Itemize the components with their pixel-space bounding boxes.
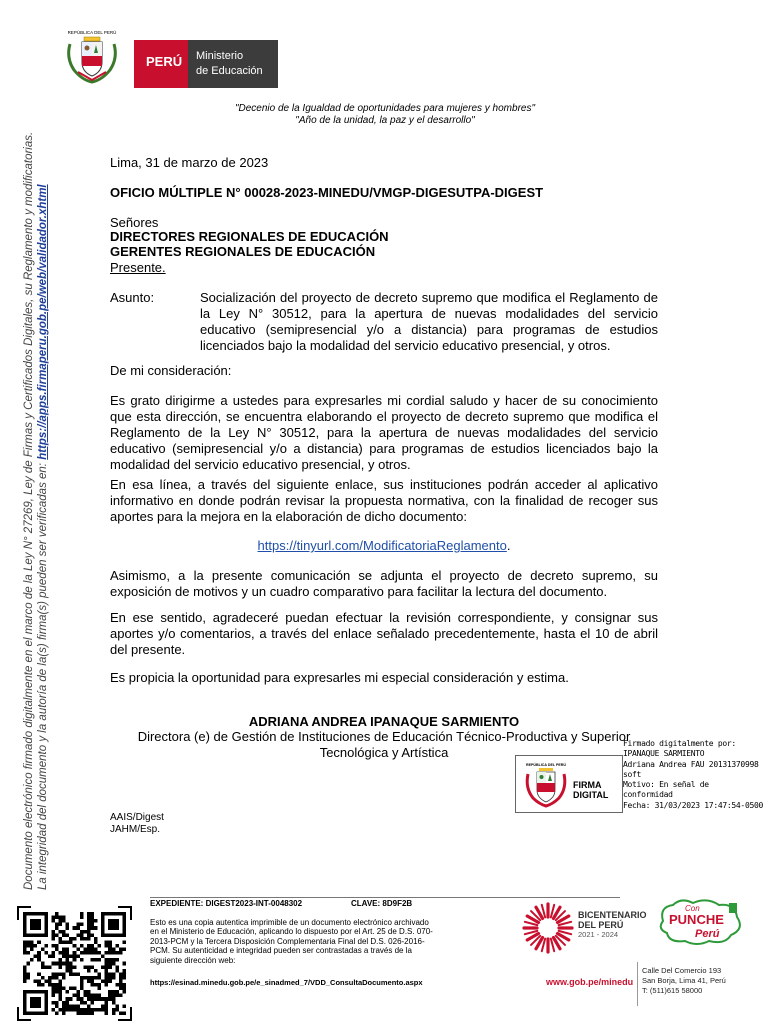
signature-info [623,739,763,811]
role-line2: Tecnológica y Artística [319,745,449,760]
ministry-line1: Ministerio [196,50,244,62]
address-line: Calle Del Comercio 193 [642,966,722,975]
bicentenario-text [578,910,647,940]
recipient-2: GERENTES REGIONALES DE EDUCACIÓN [110,244,376,259]
signature-info-line: conformidad [623,790,673,800]
ministry-line2: de Educación [196,65,263,77]
bicentenario-logo-icon [522,902,574,954]
ministry-logo-block [188,40,278,88]
authenticity-note [150,918,480,965]
asunto-label: Asunto: [110,290,155,305]
firma-seal-text: REPÚBLICA DEL PERÚ [526,763,566,767]
firma-seal-icon [523,760,569,808]
letter-date: Lima, 31 de marzo de 2023 [110,155,269,170]
decenio-motto [120,103,650,127]
link-line [110,538,658,554]
con-punche-peru-logo-icon [655,895,745,947]
paragraph-5: Es propicia la oportunidad para expresarles mi especial consideración y estima. [110,670,569,685]
authenticity-line: en el Ministerio de Educación, aplicando lo dispuesto por el Art. 25 de D.S. 070- [150,927,433,937]
paragraph-2: En esa línea, a través del siguiente enlace, sus instituciones podrán acceder al aplicativo informativo en donde podrán revisar la propuesta normativa, con la finalidad de recoger sus aportes para la mejora en la elaboración de dicho documento: [110,477,658,524]
peru-coat-of-arms-icon [64,26,120,86]
paragraph-3: Asimismo, a la presente comunicación se adjunta el proyecto de decreto supremo, su exposición de motivos y un cuadro comparativo para facilitar la lectura del documento. [110,568,658,599]
decenio-line: "Decenio de la Igualdad de oportunidades para mujeres y hombres" [234,103,536,114]
initials-1: AAIS/Digest [110,812,164,823]
side-note-prefix: La integridad del documento y la autoría de la(s) firma(s) pueden ser verificadas en: [37,462,49,890]
punche-word: PUNCHE [669,912,724,927]
signature-info-line: soft [623,769,642,779]
link-suffix: . [506,538,511,553]
paragraph-1: Es grato dirigirme a ustedes para expresarles mi cordial saludo y hacer de su conocimiento que esta dirección, se encuentra elaborando el proyecto de decreto supremo que modifica el Reglamento de la Ley N° 30512, para la apertura de nuevas modalidades del servicio educativo (semipresencial y/o a distancia) para programas de estudios licenciados bajo la modalidad del servicio educativo presencial, y otros. [110,393,658,472]
footer-divider [150,897,620,898]
recipient-1: DIRECTORES REGIONALES DE EDUCACIÓN [110,229,389,244]
authenticity-line: PCM. Su autenticidad e integridad pueden ser contrastadas a través de la [150,946,412,956]
authenticity-line: 2013-PCM y la Tercera Disposición Complementaria Final del D.S. 026-2016- [150,936,425,946]
signature-info-line: Adriana Andrea FAU 20131370998 [623,759,759,769]
minedu-website[interactable]: www.gob.pe/minedu [546,977,634,987]
qr-corner-marks [17,906,132,1021]
signer-name: ADRIANA ANDREA IPANAQUE SARMIENTO [248,714,520,729]
signature-info-line: IPANAQUE SARMIENTO [623,749,705,759]
validator-link[interactable]: https://apps.firmaperu.gob.pe/web/validador.xhtml [37,184,49,460]
authenticity-line: Esto es una copia autentica imprimible de un documento electrónico archivado [150,918,429,927]
expediente: EXPEDIENTE: DIGEST2023-INT-0048302 [150,899,303,908]
bicentenario-years: 2021 - 2024 [578,930,619,939]
address-line: T: (511)615 58000 [642,986,703,995]
side-note-line2 [36,70,50,890]
ministry-address [642,966,726,996]
firma-label-2: DIGITAL [573,790,609,800]
punche-peru: Perú [695,928,720,940]
address-divider [637,962,638,1006]
signature-info-line: Motivo: En señal de [623,780,709,790]
punche-con: Con [685,904,700,913]
initials-2: JAHM/Esp. [110,824,161,835]
paragraph-4: En ese sentido, agradeceré puedan efectuar la revisión correspondiente, y consignar sus aportes y/o comentarios, a través del enlace señalado precedentemente, hasta el 10 de abril del presente. [110,610,658,657]
initials [110,812,164,836]
firma-label-1: FIRMA [573,780,602,790]
oficio-number: OFICIO MÚLTIPLE N° 00028-2023-MINEDU/VMGP-DIGESUTPA-DIGEST [110,185,544,200]
bicentenario-line1: BICENTENARIO [578,910,647,920]
side-note-line1: Documento electrónico firmado digitalmente en el marco de la Ley N° 27269, Ley de Firmas y Certificados Digitales, su Reglamento y modificatorias. [23,131,35,890]
signature-info-line: Fecha: 31/03/2023 17:47:54-0500 [623,800,764,810]
clave: CLAVE: 8D9F2B [351,899,413,908]
bicentenario-line2: DEL PERÚ [578,920,624,930]
digital-signature-side-note [22,70,50,890]
verification-url[interactable]: https://esinad.minedu.gob.pe/e_sinadmed_7/VDD_ConsultaDocumento.aspx [150,978,423,987]
address-line: San Borja, Lima 41, Perú [642,976,726,985]
salutation: Señores [110,215,159,230]
presente: Presente. [110,260,166,275]
consideracion: De mi consideración: [110,363,232,378]
asunto-text: Socialización del proyecto de decreto supremo que modifica el Reglamento de la Ley N° 30512, para la apertura de nuevas modalidades del servicio educativo (semipresencial y/o a distancia) para programas de estudios licenciados bajo la modalidad del servicio educativo presencial, y otros. [200,290,658,353]
authenticity-line: siguiente dirección web: [150,955,236,965]
anio-line: "Año de la unidad, la paz y el desarrollo" [295,115,475,126]
seal-text: REPÚBLICA DEL PERÚ [67,30,117,35]
signature-info-line: Firmado digitalmente por: [623,739,736,748]
tinyurl-link[interactable]: https://tinyurl.com/ModificatoriaReglamento [257,538,507,553]
role-line1: Directora (e) de Gestión de Instituciones de Educación Técnico-Productiva y Superior [137,729,631,744]
firma-digital-label [573,780,619,800]
peru-logo-block: PERÚ [134,40,188,88]
